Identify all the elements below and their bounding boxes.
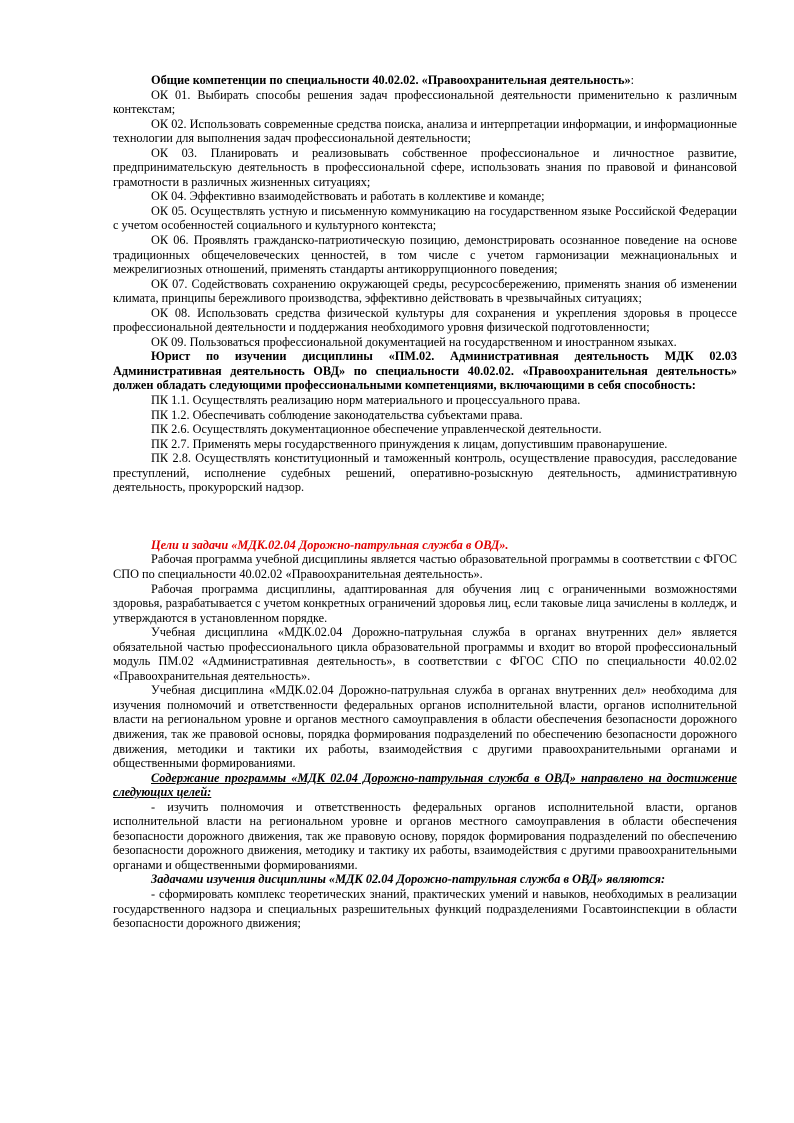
competency-ok-02: ОК 02. Использовать современные средства поиска, анализа и интерпретации информации, и информационные технологии для выполнения задач профессиональной деятельности;: [113, 116, 737, 146]
program-paragraph-1: Рабочая программа учебной дисциплины является частью образовательной программы в соответствии с ФГОС СПО по специальности 40.02.02 «Правоохранительная деятельность».: [113, 552, 737, 581]
program-paragraph-2: Рабочая программа дисциплины, адаптированная для обучения лиц с ограниченными возможностями здоровья, разрабатывается с учетом конкретных ограничений здоровья лиц, если таковые лица зачислены в колледж, и утверждаются в установленном порядке.: [113, 581, 737, 625]
competency-ok-07: ОК 07. Содействовать сохранению окружающей среды, ресурсосбережению, применять знания об изменении климата, принципы бережливого производства, эффективно действовать в чрезвычайных ситуациях;: [113, 276, 737, 306]
tasks-heading: Задачами изучения дисциплины «МДК 02.04 Дорожно-патрульная служба в ОВД» являются:: [151, 872, 666, 887]
competency-pk-2-7: ПК 2.7. Применять меры государственного принуждения к лицам, допустившим правонарушение.: [151, 436, 668, 451]
goals-heading: Содержание программы «МДК 02.04 Дорожно-патрульная служба в ОВД» направлено на достижение следующих целей:: [113, 770, 737, 800]
competency-ok-05: ОК 05. Осуществлять устную и письменную коммуникацию на государственном языке Российской Федерации с учетом особенностей социального и культурного контекста;: [113, 203, 737, 233]
competency-ok-06: ОК 06. Проявлять гражданско-патриотическую позицию, демонстрировать осознанное поведение на основе традиционных общечеловеческих ценностей, в том числе с учетом гармонизации межнациональных и межрелигиозных отношений, применять стандарты антикоррупционного поведения;: [113, 233, 737, 277]
section-spacer: [113, 495, 737, 538]
competency-pk-1-2: ПК 1.2. Обеспечивать соблюдение законодательства субъектами права.: [151, 407, 523, 422]
competency-pk-2-8: ПК 2.8. Осуществлять конституционный и таможенный контроль, осуществление правосудия, расследование преступлений, исполнение судебных решений, оперативно-розыскную деятельность, административную деятельность, прокурорский надзор.: [113, 451, 737, 495]
tasks-text: - сформировать комплекс теоретических знаний, практических умений и навыков, необходимых в реализации государственного надзора и специальных разрешительных функций подразделениями Госавтоинспекции в области безопасности дорожного движения;: [113, 886, 737, 931]
competency-ok-09: ОК 09. Пользоваться профессиональной документацией на государственном и иностранном языках.: [151, 334, 677, 349]
professional-competencies-heading: Юрист по изучении дисциплины «ПМ.02. Административная деятельность МДК 02.03 Административная деятельность ОВД» по специальности 40.02.02. «Правоохранительная деятельность» должен обладать следующими профессиональными компетенциями, включающими в себя способность:: [113, 349, 737, 393]
competency-pk-2-6: ПК 2.6. Осуществлять документационное обеспечение управленческой деятельности.: [151, 422, 602, 437]
goals-text: - изучить полномочия и ответственность федеральных органов исполнительной власти, органов исполнительной власти на региональном уровне и органов местного самоуправления в области обеспечения безопасности дорожного движения, так же правовую основу, порядок формирования подразделений по обеспечению безопасности дорожного движения, методику и тактику их работы, взаимодействия с другими правоохранительными органами и общественными формированиями.: [113, 799, 737, 872]
competency-ok-03: ОК 03. Планировать и реализовывать собственное профессиональное и личностное развитие, предпринимательскую деятельность в профессиональной сфере, использовать знания по правовой и финансовой грамотности в различных жизненных ситуациях;: [113, 145, 737, 189]
program-paragraph-4: Учебная дисциплина «МДК.02.04 Дорожно-патрульная служба в органах внутренних дел» необходима для изучения полномочий и ответственности федеральных органов исполнительной власти, органов исполнительной власти на региональном уровне и органов местного самоуправления в области обеспечения безопасности дорожного движения, так же правовой основы, порядка формирования подразделений по обеспечению безопасности дорожного движения, методики и тактики их работы, взаимодействия с другими правоохранительными органами и общественными формированиями.: [113, 683, 737, 771]
competency-ok-04: ОК 04. Эффективно взаимодействовать и работать в коллективе и команде;: [151, 189, 545, 204]
general-competencies-heading: [113, 73, 737, 88]
competency-ok-01: ОК 01. Выбирать способы решения задач профессиональной деятельности применительно к различным контекстам;: [113, 87, 737, 117]
heading-colon: :: [630, 73, 635, 87]
program-paragraph-3: Учебная дисциплина «МДК.02.04 Дорожно-патрульная служба в органах внутренних дел» является обязательной частью профессионального цикла образовательной программы и входит во второй профессиональный модуль ПМ.02 «Административная деятельность», в соответствии с ФГОС СПО по специальности 40.02.02 «Правоохранительная деятельность».: [113, 625, 737, 683]
competency-pk-1-1: ПК 1.1. Осуществлять реализацию норм материального и процессуального права.: [151, 393, 581, 408]
goals-tasks-title: Цели и задачи «МДК.02.04 Дорожно-патрульная служба в ОВД».: [151, 537, 509, 552]
competency-ok-08: ОК 08. Использовать средства физической культуры для сохранения и укрепления здоровья в процессе профессиональной деятельности и поддержания необходимого уровня физической подготовленности;: [113, 305, 737, 335]
document-page: [113, 73, 737, 931]
general-competencies-heading-text: Общие компетенции по специальности 40.02.02. «Правоохранительная деятельность»: [151, 73, 631, 87]
